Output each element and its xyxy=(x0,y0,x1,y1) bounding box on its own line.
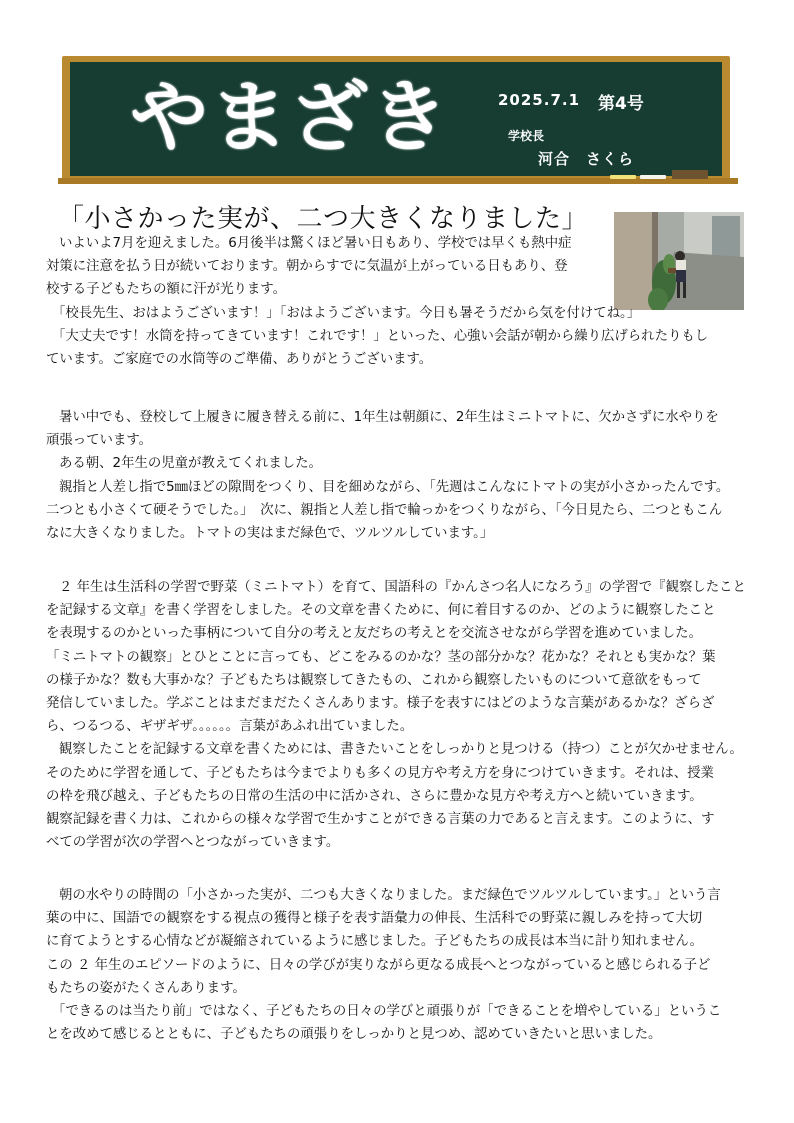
text-line: 二つとも小さくて硬そうでした。」 次に、親指と人差し指で輪っかをつくりながら、「今日見たら、二つともこん xyxy=(46,502,723,518)
text-line: 暑い中でも、登校して上履きに履き替える前に、1年生は朝顔に、2年生はミニトマトに、欠かさずに水やりを xyxy=(59,410,719,425)
chalkboard-ledge xyxy=(58,178,738,184)
paragraph-observation-study xyxy=(46,576,750,854)
text-line: 発信していました。学ぶことはまだまだたくさんあります。様子を表すにはどのような言葉があるかな？ざらざ xyxy=(46,695,715,711)
author-name: 河合 さくら xyxy=(538,150,635,168)
text-line: 観察したことを記録する文章を書くためには、書きたいことをしっかりと見つける（持つ）ことが欠かせません。 xyxy=(59,742,743,758)
text-line: を表現するのかといった事柄について自分の考えと友だちの考えとを交流させながら学習を進めていました。 xyxy=(46,626,702,642)
text-line: の枠を飛び越え、子どもたちの日常の生活の中に活かされ、さらに豊かな見方や考え方へと続いていきます。 xyxy=(46,788,703,804)
paragraph-greeting xyxy=(46,232,750,371)
text-line: 親指と人差し指で5㎜ほどの隙間をつくり、目を細めながら、「先週はこんなにトマトの実が小さかったんです。 xyxy=(59,479,730,495)
text-line: そのために学習を通して、子どもたちは今までよりも多くの見方や考え方を身につけていきます。それは、授業 xyxy=(46,765,714,781)
white-chalk-icon xyxy=(640,175,666,179)
text-line: を記録する文章』を書く学習をしました。その文章を書くために、何に着目するのか、どのように観察したこと xyxy=(46,603,716,619)
text-line: に育てようとする心情などが凝縮されているように感じました。子どもたちの成長は本当に計り知れません。 xyxy=(46,934,703,950)
text-line: とを改めて感じるとともに、子どもたちの頑張りをしっかりと見つめ、認めていきたいと思いました。 xyxy=(46,1027,662,1043)
text-line: いよいよ7月を迎えました。6月後半は驚くほど暑い日もあり、学校では早くも熱中症 xyxy=(59,236,572,251)
text-line: 葉の中に、国語での観察をする視点の獲得と様子を表す語彙力の伸長、生活科での野菜に親しみを持って大切 xyxy=(46,911,703,927)
paragraph-reflection xyxy=(46,884,750,1046)
text-line: 対策に注意を払う日が続いております。朝からすでに気温が上がっている日もあり、登 xyxy=(46,259,568,275)
paragraph-watering xyxy=(46,406,750,545)
text-line: ２ 年生は生活科の学習で野菜（ミニトマト）を育て、国語科の『かんさつ名人になろう』の学習で『観察したこと xyxy=(59,580,746,595)
text-line: の様子かな？数も大事かな？子どもたちは観察してきたもの、これから観察したいものについて意欲をもって xyxy=(46,672,702,688)
issue-date: 2025.7.1 xyxy=(498,91,581,109)
text-line: 校する子どもたちの額に汗が光ります。 xyxy=(46,282,286,298)
text-line: ています。ご家庭での水筒等のご準備、ありがとうございます。 xyxy=(46,351,433,367)
text-line: 頑張っています。 xyxy=(46,433,153,449)
text-line: ある朝、2年生の児童が教えてくれました。 xyxy=(59,456,322,472)
yellow-chalk-icon xyxy=(610,175,636,179)
text-line: 「校長先生、おはようございます！」「おはようございます。今日も暑そうだから気を付けてね。」 xyxy=(52,305,641,321)
text-line: 「できるのは当たり前」ではなく、子どもたちの日々の学びと頑張りが「できることを増やしている」というこ xyxy=(52,1003,722,1019)
text-line: この ２ 年生のエピソードのように、日々の学びが実りながら更なる成長へとつながっていると感じられる子ど xyxy=(46,957,711,973)
issue-number: 第4号 xyxy=(598,94,644,114)
text-line: もたちの姿がたくさんあります。 xyxy=(46,980,246,996)
text-line: 朝の水やりの時間の「小さかった実が、二つも大きくなりました。まだ緑色でツルツルしています。」という言 xyxy=(59,888,721,903)
newsletter-title: やまざき xyxy=(130,73,451,163)
article-headline: 「小さかった実が、二つ大きくなりました」 xyxy=(58,204,589,234)
text-line: なに大きくなりました。トマトの実はまだ緑色で、ツルツルしています。」 xyxy=(46,525,494,541)
text-line: 観察記録を書く力は、これからの様々な学習で生かすことができる言葉の力であると言えます。このように、す xyxy=(46,811,715,827)
text-line: 「大丈夫です！水筒を持ってきています！これです！」といった、心強い会話が朝から繰り広げられたりもし xyxy=(52,328,709,344)
author-role: 学校長 xyxy=(508,129,545,143)
text-line: ら、つるつる、ギザギザ。。。。。。言葉があふれ出ていました。 xyxy=(46,719,414,735)
text-line: べての学習が次の学習へとつながっていきます。 xyxy=(46,835,340,851)
eraser-icon xyxy=(672,170,708,179)
text-line: 「ミニトマトの観察」とひとことに言っても、どこをみるのかな？茎の部分かな？花かな？それとも実かな？葉 xyxy=(46,649,716,665)
